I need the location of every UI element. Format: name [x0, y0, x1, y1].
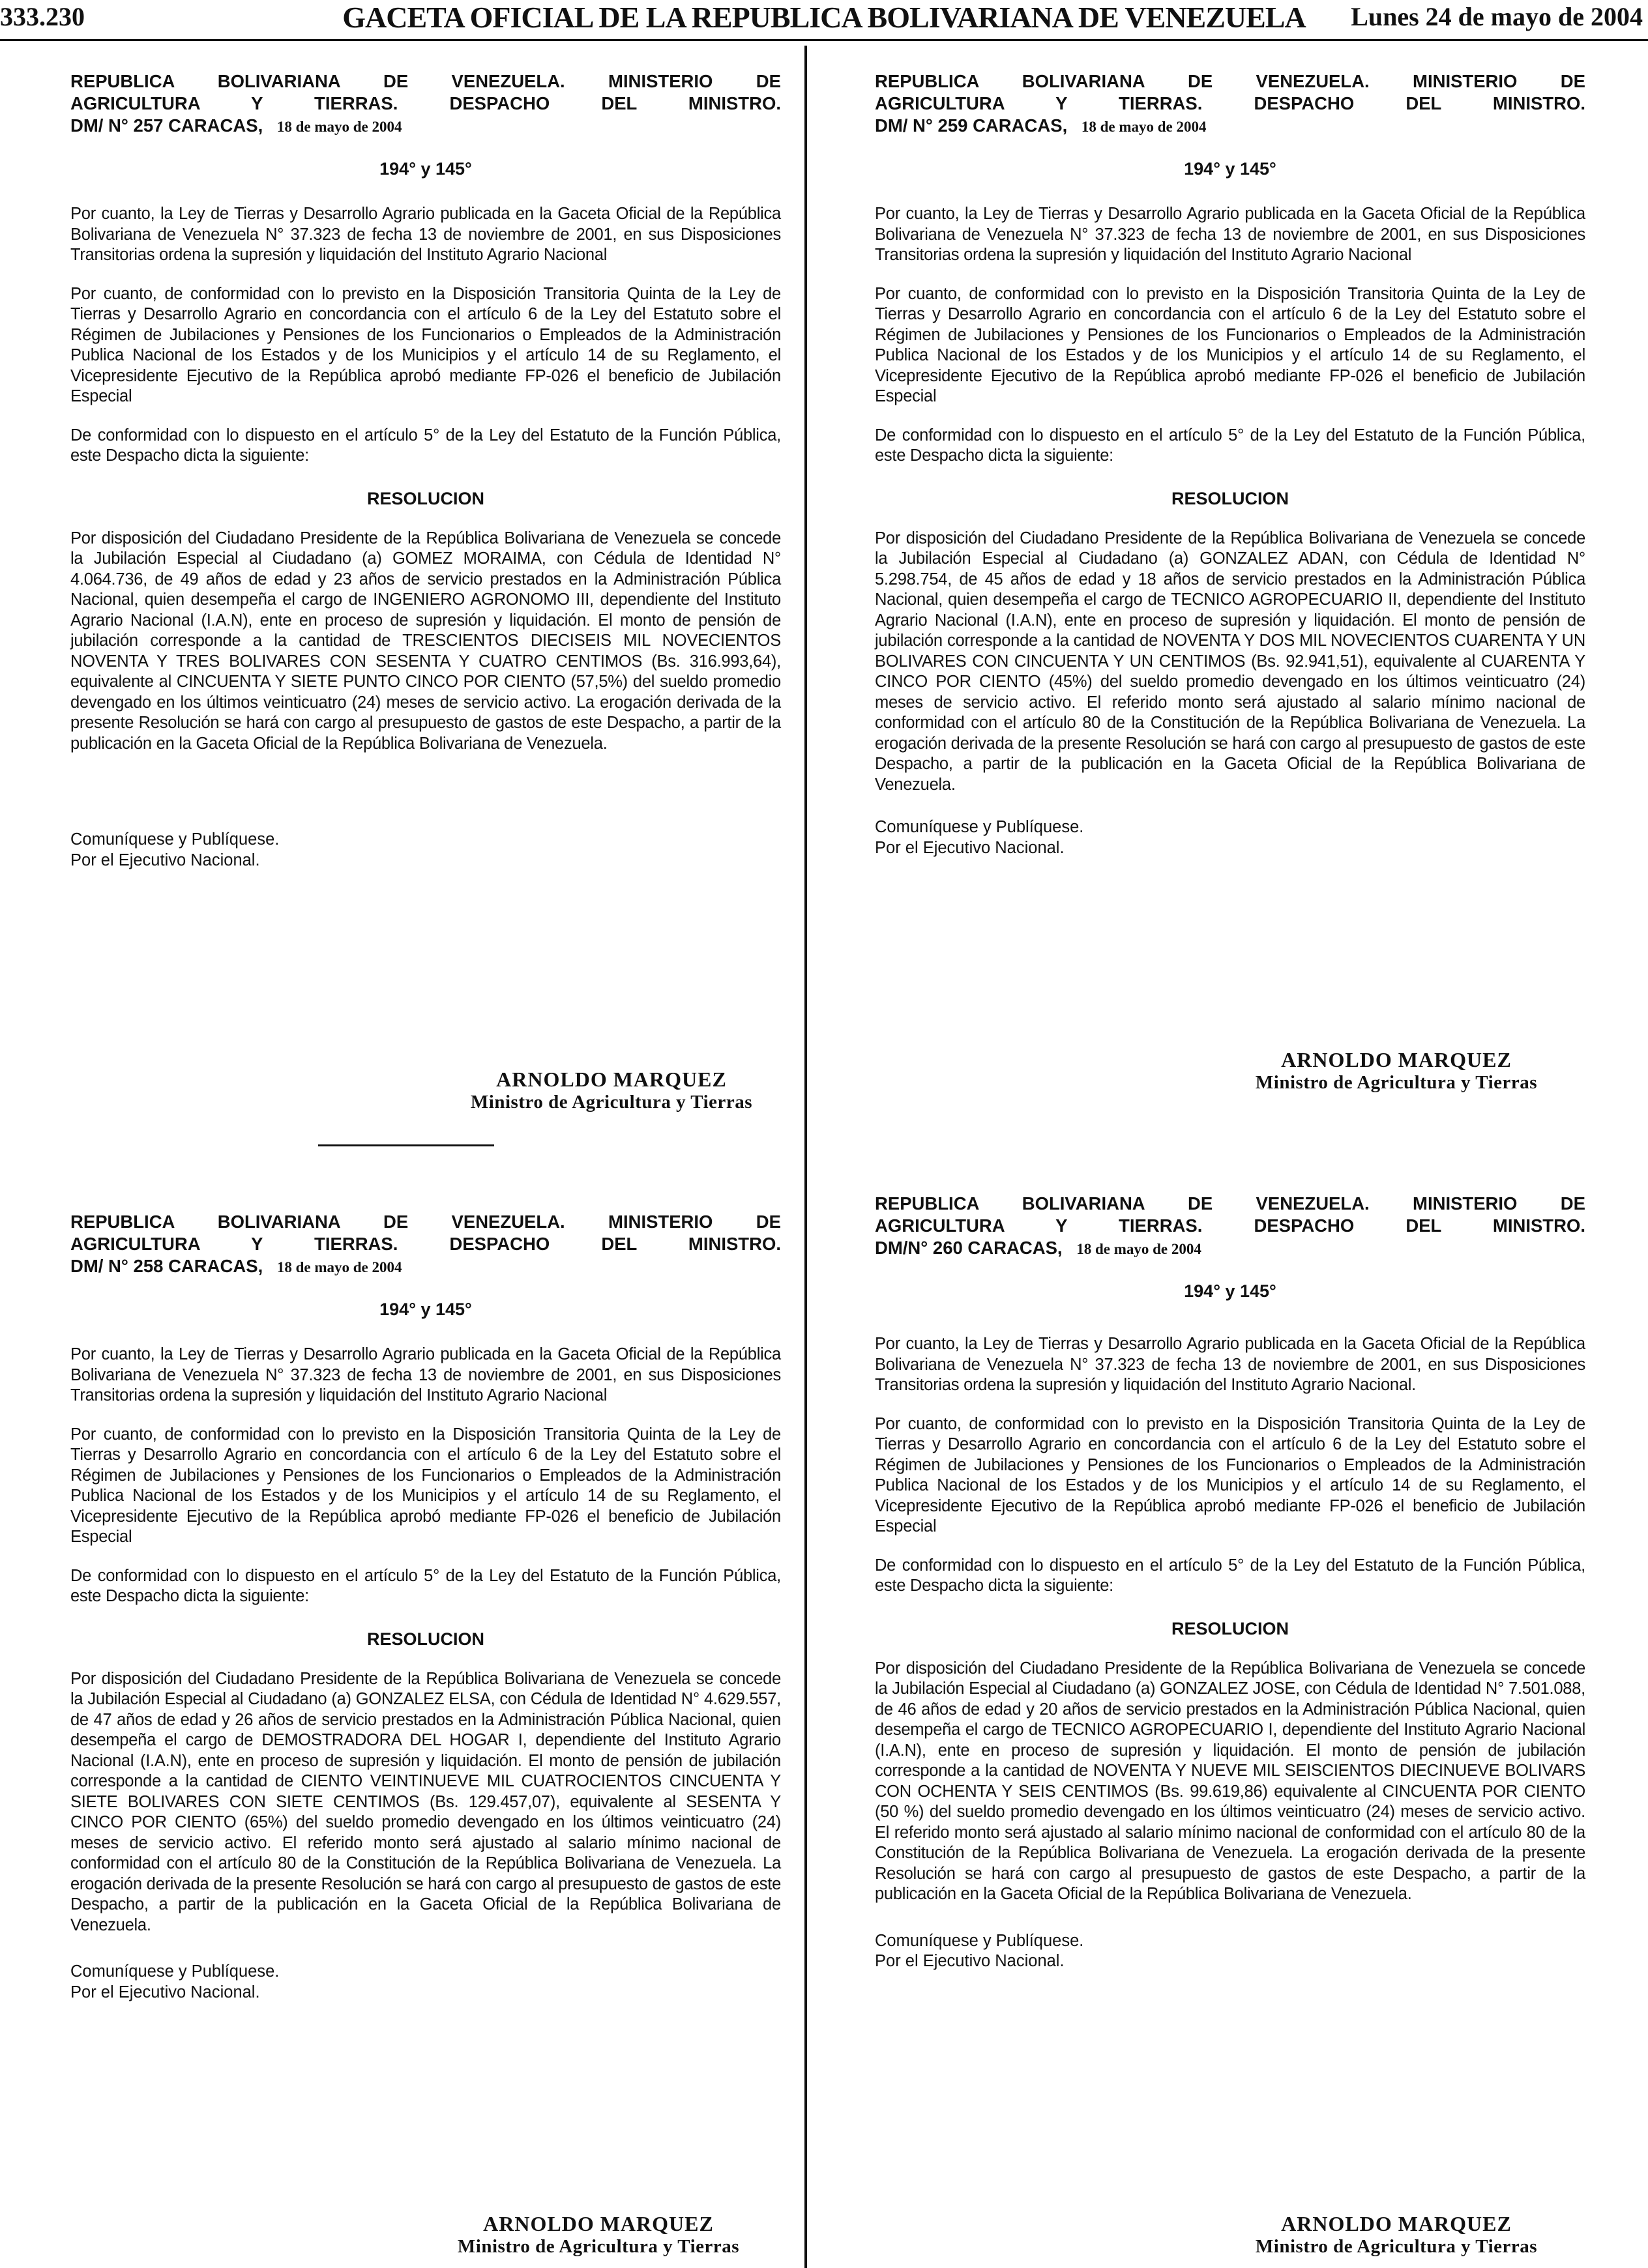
resolution-number-text: DM/N° 260 CARACAS,	[875, 1238, 1063, 1258]
resolution-number-text: DM/ N° 257 CARACAS,	[70, 115, 263, 136]
paragraph: De conformidad con lo dispuesto en el artículo 5° de la Ley del Estatuto de la Función Pública, este Despacho dicta la siguiente:	[70, 1566, 781, 1605]
closing-line: Comuníquese y Publíquese.	[875, 1931, 1084, 1950]
issue-date: Lunes 24 de mayo de 2004	[1351, 2, 1643, 31]
years-line: 194° y 145°	[379, 159, 472, 179]
closing-line: Por el Ejecutivo Nacional.	[875, 838, 1065, 857]
gazette-title: GACETA OFICIAL DE LA REPUBLICA BOLIVARIANA DE VENEZUELA	[342, 1, 1306, 34]
column-divider	[804, 46, 807, 2268]
signer-role: Ministro de Agricultura y Tierras	[1255, 1072, 1538, 1093]
separator-rule	[318, 1144, 494, 1146]
resolution-body: Por disposición del Ciudadano Presidente de la República Bolivariana de Venezuela se concede la Jubilación Especial al Ciudadano (a) GONZALEZ JOSE, con Cédula de Identidad N° 7.501.088, de 46 años de edad y 20 años de servicio prestados en la Administración Pública Nacional, quien desempeña el cargo de TECNICO AGROPECUARIO I, dependiente del Instituto Agrario Nacional (I.A.N), ente en proceso de supresión y liquidación. El monto de pensión de jubilación corresponde a la cantidad de NOVENTA Y NUEVE MIL SEISCIENTOS DIECINUEVE BOLIVARS CON OCHENTA Y SEIS CENTIMOS (Bs. 99.619,86) equivalente al CINCUENTA POR CIENTO (50 %) del sueldo promedio devengado en los últimos veinticuatro (24) meses de servicio activo. El referido monto será ajustado al salario mínimo nacional de conformidad con el artículo 80 de la Constitución de la República Bolivariana de Venezuela. La erogación derivada de la presente Resolución se hará con cargo al presupuesto de gastos de este Despacho, a partir de la publicación en la Gaceta Oficial de la República Bolivariana de Venezuela.	[875, 1659, 1585, 1903]
section-title: RESOLUCION	[1171, 488, 1289, 508]
resolution-body: Por disposición del Ciudadano Presidente de la República Bolivariana de Venezuela se concede la Jubilación Especial al Ciudadano (a) GONZALEZ ELSA, con Cédula de Identidad N° 4.629.557, de 47 años de edad y 26 años de servicio prestados en la Administración Pública Nacional, quien desempeña el cargo de DEMOSTRADORA DEL HOGAR I, dependiente del Instituto Agrario Nacional (I.A.N), ente en proceso de supresión y liquidación. El monto de pensión de jubilación corresponde a la cantidad de CIENTO VEINTINUEVE MIL CUATROCIENTOS CINCUENTA Y SIETE BOLIVARES CON SIETE CENTIMOS (Bs. 129.457,07), equivalente al SESENTA Y CINCO POR CIENTO (65%) del sueldo promedio devengado en los últimos veinticuatro (24) meses de servicio activo. El referido monto será ajustado al salario mínimo nacional de conformidad con el artículo 80 de la Constitución de la República Bolivariana de Venezuela. La erogación derivada de la presente Resolución se hará con cargo al presupuesto de gastos de este Despacho, a partir de la publicación en la Gaceta Oficial de la República Bolivariana de Venezuela.	[70, 1669, 781, 1934]
resolution-header-line: AGRICULTURA Y TIERRAS. DESPACHO DEL MINISTRO.	[875, 1215, 1585, 1236]
signer-name: ARNOLDO MARQUEZ	[483, 2212, 714, 2235]
signature-block	[1201, 1048, 1592, 1094]
resolution-number	[70, 115, 781, 138]
resolution-body: Por disposición del Ciudadano Presidente de la República Bolivariana de Venezuela se concede la Jubilación Especial al Ciudadano (a) GOMEZ MORAIMA, con Cédula de Identidad N° 4.064.736, de 49 años de edad y 23 años de servicio prestados en la Administración Pública Nacional, quien desempeña el cargo de INGENIERO AGRONOMO III, dependiente del Instituto Agrario Nacional (I.A.N), ente en proceso de supresión y liquidación. El monto de pensión de jubilación corresponde a la cantidad de TRESCIENTOS DIECISEIS MIL NOVECIENTOS NOVENTA Y TRES BOLIVARES CON SESENTA Y CUATRO CENTIMOS (Bs. 316.993,64), equivalente al CINCUENTA Y SIETE PUNTO CINCO POR CIENTO (57,5%) del sueldo promedio devengado en los últimos veinticuatro (24) meses de servicio activo. La erogación derivada de la presente Resolución se hará con cargo al presupuesto de gastos de este Despacho, a partir de la publicación en la Gaceta Oficial de la República Bolivariana de Venezuela.	[70, 529, 781, 753]
years-line: 194° y 145°	[379, 1300, 472, 1319]
resolution-number	[875, 115, 1585, 138]
paragraph: Por cuanto, de conformidad con lo previsto en la Disposición Transitoria Quinta de la Ley de Tierras y Desarrollo Agrario en concordancia con el artículo 6 de la Ley del Estatuto sobre el Régimen de Jubilaciones y Pensiones de los Funcionarios o Empleados de la Administración Publica Nacional de los Estados y de los Municipios y el artículo 14 de su Reglamento, el Vicepresidente Ejecutivo de la República aprobó mediante FP-026 el beneficio de Jubilación Especial	[875, 284, 1585, 405]
resolution-number-text: DM/ N° 259 CARACAS,	[875, 115, 1068, 136]
signature-block	[435, 1068, 787, 1113]
paragraph: De conformidad con lo dispuesto en el artículo 5° de la Ley del Estatuto de la Función Pública, este Despacho dicta la siguiente:	[875, 1556, 1585, 1595]
resolution-number-text: DM/ N° 258 CARACAS,	[70, 1256, 263, 1276]
years-line: 194° y 145°	[1184, 1281, 1276, 1301]
section-title: RESOLUCION	[1171, 1618, 1289, 1638]
signer-role: Ministro de Agricultura y Tierras	[470, 1092, 753, 1112]
paragraph: Por cuanto, de conformidad con lo previsto en la Disposición Transitoria Quinta de la Ley de Tierras y Desarrollo Agrario en concordancia con el artículo 6 de la Ley del Estatuto sobre el Régimen de Jubilaciones y Pensiones de los Funcionarios o Empleados de la Administración Publica Nacional de los Estados y de los Municipios y el artículo 14 de su Reglamento, el Vicepresidente Ejecutivo de la República aprobó mediante FP-026 el beneficio de Jubilación Especial	[70, 1425, 781, 1546]
closing-line: Comuníquese y Publíquese.	[70, 1962, 280, 1981]
resolution-header-line: REPUBLICA BOLIVARIANA DE VENEZUELA. MINISTERIO DE	[875, 1193, 1585, 1214]
years-line: 194° y 145°	[1184, 159, 1276, 179]
paragraph: De conformidad con lo dispuesto en el artículo 5° de la Ley del Estatuto de la Función Pública, este Despacho dicta la siguiente:	[70, 426, 781, 465]
resolution-260	[875, 1193, 1585, 1972]
resolution-header-line: AGRICULTURA Y TIERRAS. DESPACHO DEL MINISTRO.	[70, 1234, 781, 1254]
section-title: RESOLUCION	[366, 1629, 484, 1649]
paragraph: De conformidad con lo dispuesto en el artículo 5° de la Ley del Estatuto de la Función Pública, este Despacho dicta la siguiente:	[875, 426, 1585, 465]
signature-block	[1201, 2212, 1592, 2258]
closing-line: Por el Ejecutivo Nacional.	[875, 1952, 1065, 1970]
paragraph: Por cuanto, de conformidad con lo previsto en la Disposición Transitoria Quinta de la Ley de Tierras y Desarrollo Agrario en concordancia con el artículo 6 de la Ley del Estatuto sobre el Régimen de Jubilaciones y Pensiones de los Funcionarios o Empleados de la Administración Publica Nacional de los Estados y de los Municipios y el artículo 14 de su Reglamento, el Vicepresidente Ejecutivo de la República aprobó mediante FP-026 el beneficio de Jubilación Especial	[70, 284, 781, 405]
resolution-date: 18 de mayo de 2004	[1076, 1241, 1201, 1257]
paragraph: Por cuanto, de conformidad con lo previsto en la Disposición Transitoria Quinta de la Ley de Tierras y Desarrollo Agrario en concordancia con el artículo 6 de la Ley del Estatuto sobre el Régimen de Jubilaciones y Pensiones de los Funcionarios o Empleados de la Administración Publica Nacional de los Estados y de los Municipios y el artículo 14 de su Reglamento, el Vicepresidente Ejecutivo de la República aprobó mediante FP-026 el beneficio de Jubilación Especial	[875, 1414, 1585, 1535]
resolution-body: Por disposición del Ciudadano Presidente de la República Bolivariana de Venezuela se concede la Jubilación Especial al Ciudadano (a) GONZALEZ ADAN, con Cédula de Identidad N° 5.298.754, de 45 años de edad y 18 años de servicio prestados en la Administración Pública Nacional, quien desempeña el cargo de TECNICO AGROPECUARIO II, dependiente del Instituto Agrario Nacional (I.A.N), ente en proceso de supresión y liquidación. El monto de pensión de jubilación corresponde a la cantidad de NOVENTA Y DOS MIL NOVECIENTOS CUARENTA Y UN BOLIVARES CON CINCUENTA Y UN CENTIMOS (Bs. 92.941,51), equivalente al CUARENTA Y CINCO POR CIENTO (45%) del sueldo promedio devengado en los últimos veinticuatro (24) meses de servicio activo. El referido monto será ajustado al salario mínimo nacional de conformidad con el artículo 80 de la Constitución de la República Bolivariana de Venezuela. La erogación derivada de la presente Resolución se hará con cargo al presupuesto de gastos de este Despacho, a partir de la publicación en la Gaceta Oficial de la República Bolivariana de Venezuela.	[875, 529, 1585, 794]
closing-line: Por el Ejecutivo Nacional.	[70, 1983, 260, 2001]
signer-role: Ministro de Agricultura y Tierras	[1255, 2236, 1538, 2257]
signer-name: ARNOLDO MARQUEZ	[1281, 2212, 1512, 2235]
closing-line: Por el Ejecutivo Nacional.	[70, 850, 260, 869]
resolution-257	[70, 70, 781, 871]
resolution-header-line: AGRICULTURA Y TIERRAS. DESPACHO DEL MINISTRO.	[70, 93, 781, 113]
resolution-header-line: REPUBLICA BOLIVARIANA DE VENEZUELA. MINISTERIO DE	[875, 71, 1585, 91]
page-header	[0, 0, 1648, 41]
closing-line: Comuníquese y Publíquese.	[875, 818, 1084, 836]
paragraph: Por cuanto, la Ley de Tierras y Desarrollo Agrario publicada en la Gaceta Oficial de la República Bolivariana de Venezuela N° 37.323 de fecha 13 de noviembre de 2001, en sus Disposiciones Transitorias ordena la supresión y liquidación del Instituto Agrario Nacional	[70, 1345, 781, 1404]
resolution-header-line: REPUBLICA BOLIVARIANA DE VENEZUELA. MINISTERIO DE	[70, 1212, 781, 1232]
page-number: 333.230	[0, 2, 85, 31]
paragraph: Por cuanto, la Ley de Tierras y Desarrollo Agrario publicada en la Gaceta Oficial de la República Bolivariana de Venezuela N° 37.323 de fecha 13 de noviembre de 2001, en sus Disposiciones Transitorias ordena la supresión y liquidación del Instituto Agrario Nacional	[70, 205, 781, 264]
signer-name: ARNOLDO MARQUEZ	[1281, 1048, 1512, 1071]
resolution-header-line: AGRICULTURA Y TIERRAS. DESPACHO DEL MINISTRO.	[875, 93, 1585, 113]
signer-name: ARNOLDO MARQUEZ	[496, 1068, 727, 1091]
paragraph: Por cuanto, la Ley de Tierras y Desarrollo Agrario publicada en la Gaceta Oficial de la República Bolivariana de Venezuela N° 37.323 de fecha 13 de noviembre de 2001, en sus Disposiciones Transitorias ordena la supresión y liquidación del Instituto Agrario Nacional	[875, 205, 1585, 264]
paragraph: Por cuanto, la Ley de Tierras y Desarrollo Agrario publicada en la Gaceta Oficial de la República Bolivariana de Venezuela N° 37.323 de fecha 13 de noviembre de 2001, en sus Disposiciones Transitorias ordena la supresión y liquidación del Instituto Agrario Nacional.	[875, 1335, 1585, 1394]
closing-line: Comuníquese y Publíquese.	[70, 830, 280, 849]
resolution-date: 18 de mayo de 2004	[1081, 119, 1207, 135]
section-title: RESOLUCION	[366, 488, 484, 508]
resolution-259	[875, 70, 1585, 858]
resolution-number	[70, 1255, 781, 1279]
resolution-date: 18 de mayo de 2004	[276, 119, 402, 135]
signer-role: Ministro de Agricultura y Tierras	[457, 2236, 740, 2257]
resolution-number	[875, 1237, 1585, 1260]
resolution-date: 18 de mayo de 2004	[276, 1259, 402, 1275]
signature-block	[422, 2212, 774, 2258]
resolution-header-line: REPUBLICA BOLIVARIANA DE VENEZUELA. MINISTERIO DE	[70, 71, 781, 91]
resolution-258	[70, 1211, 781, 2003]
